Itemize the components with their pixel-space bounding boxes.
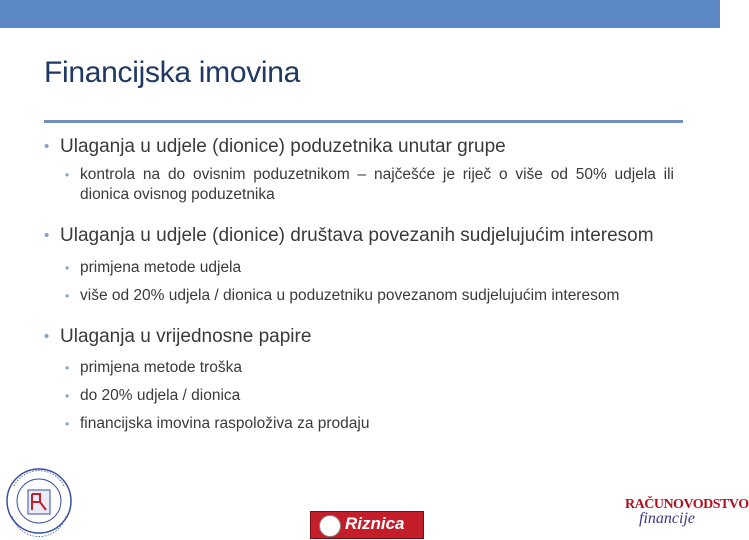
- title-underline: [44, 120, 683, 123]
- racunovodstvo-logo-line1: RAČUNOVODSTVO: [625, 497, 749, 512]
- sub-bullet-3-2: • do 20% udjela / dionica: [65, 386, 674, 406]
- sub-bullet-3-3: • financijska imovina raspoloživa za prodaju: [65, 414, 674, 434]
- riznica-seal-icon: [319, 515, 341, 537]
- association-seal-icon: [4, 466, 74, 536]
- slide-content: [44, 128, 674, 434]
- bullet-section-2: • Ulaganja u udjele (dionice) društava povezanih sudjelujućim interesom: [44, 223, 674, 248]
- riznica-logo-text: Riznica: [345, 514, 405, 533]
- bullet-section-3: • Ulaganja u vrijednosne papire: [44, 324, 674, 349]
- top-bar: [0, 0, 720, 28]
- bullet-section-1: • Ulaganja u udjele (dionice) poduzetnika unutar grupe: [44, 134, 674, 159]
- racunovodstvo-logo: [625, 497, 749, 537]
- sub-bullet-2-2: • više od 20% udjela / dionica u poduzetniku povezanom sudjelujućim interesom: [65, 286, 674, 306]
- slide-title: Financijska imovina: [44, 56, 301, 89]
- racunovodstvo-logo-line2: financije: [639, 510, 695, 527]
- sub-bullet-2-1: • primjena metode udjela: [65, 258, 674, 278]
- riznica-logo: [310, 511, 424, 539]
- sub-bullet-3-1: • primjena metode troška: [65, 358, 674, 378]
- sub-bullet-1-1: • kontrola na do ovisnim poduzetnikom – najčešće je riječ o više od 50% udjela ili dionica ovisnog poduzetnika: [65, 165, 674, 205]
